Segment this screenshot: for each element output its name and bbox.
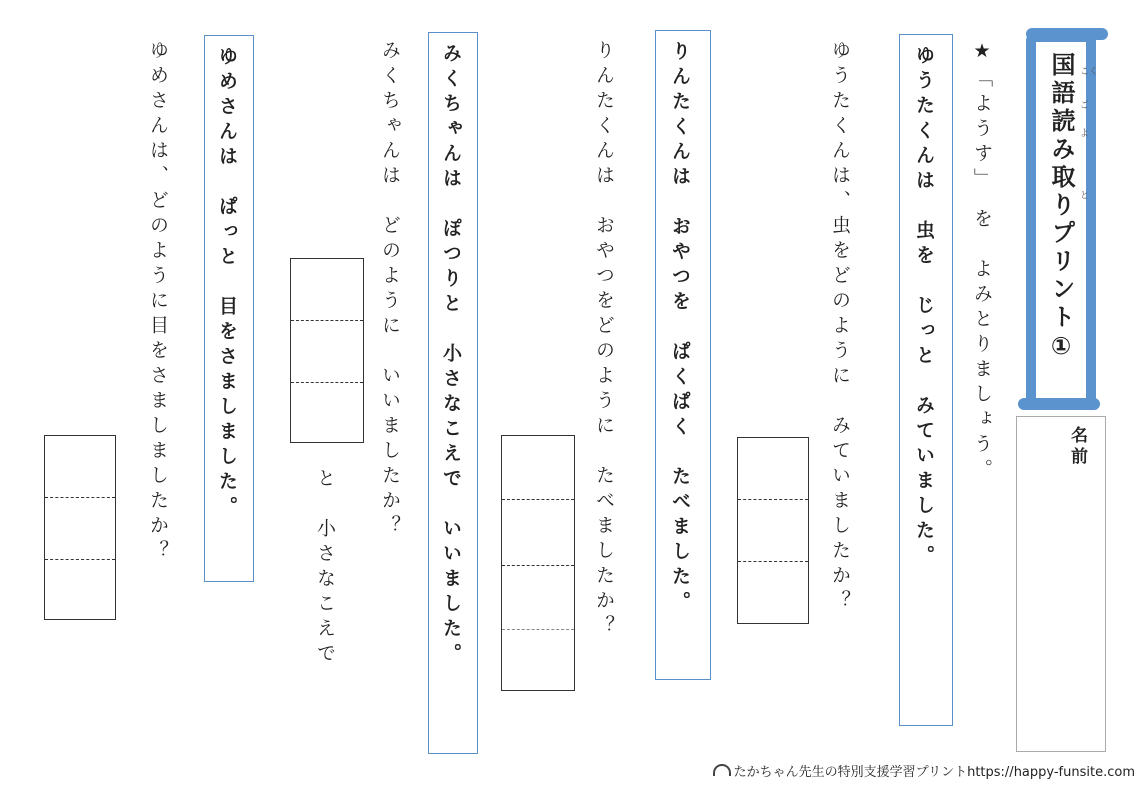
footer (713, 761, 1135, 780)
answer-divider (502, 499, 574, 500)
footer-site-name: たかちゃん先生の特別支援学習プリント (733, 765, 968, 780)
answer-divider (45, 497, 115, 498)
question-3: みくちゃんは どのように いいましたか？ (379, 40, 401, 540)
answer-box-1[interactable] (737, 437, 809, 624)
footer-url[interactable]: https://happy-funsite.com (967, 765, 1135, 780)
story-box-3 (428, 32, 478, 754)
answer-divider (738, 561, 808, 562)
answer-box-2[interactable] (501, 435, 575, 691)
name-field[interactable] (1016, 416, 1106, 752)
rainbow-logo-icon (713, 764, 731, 776)
title-ruby-3: よ (1080, 129, 1090, 139)
title-scroll-bottom (1018, 398, 1100, 410)
story-text-3: みくちゃんは ぽつりと 小さなこえで いいました。 (440, 43, 462, 668)
title-ruby-4: と (1080, 191, 1090, 201)
title-ruby-1: こく (1080, 67, 1099, 77)
question-3-suffix: と 小さなこえで (314, 468, 336, 668)
answer-divider (502, 565, 574, 566)
answer-divider (502, 629, 574, 630)
answer-divider (291, 382, 363, 383)
title-ruby-2: ご (1080, 101, 1090, 111)
question-2: りんたくんは おやつをどのように たべましたか？ (593, 40, 615, 640)
answer-divider (45, 559, 115, 560)
story-box-4 (204, 35, 254, 582)
story-box-2 (655, 30, 711, 680)
instruction: ★「ようす」 を よみとりましょう。 (971, 40, 993, 484)
story-text-4: ゆめさんは ぱっと 目をさましました。 (216, 46, 238, 521)
answer-box-3[interactable] (290, 258, 364, 443)
answer-box-4[interactable] (44, 435, 116, 620)
answer-divider (738, 499, 808, 500)
story-text-1: ゆうたくんは 虫を じっと みていました。 (913, 45, 935, 570)
name-label: 名前 (1067, 426, 1087, 468)
story-box-1 (899, 34, 953, 726)
answer-divider (291, 320, 363, 321)
question-4: ゆめさんは、どのように目をさましましたか？ (147, 40, 169, 565)
story-text-2: りんたくんは おやつを ぱくぱく たべました。 (669, 41, 691, 616)
worksheet-title: 国語読み取りプリント① (1047, 52, 1075, 364)
question-1: ゆうたくんは、虫をどのように みていましたか？ (829, 40, 851, 615)
